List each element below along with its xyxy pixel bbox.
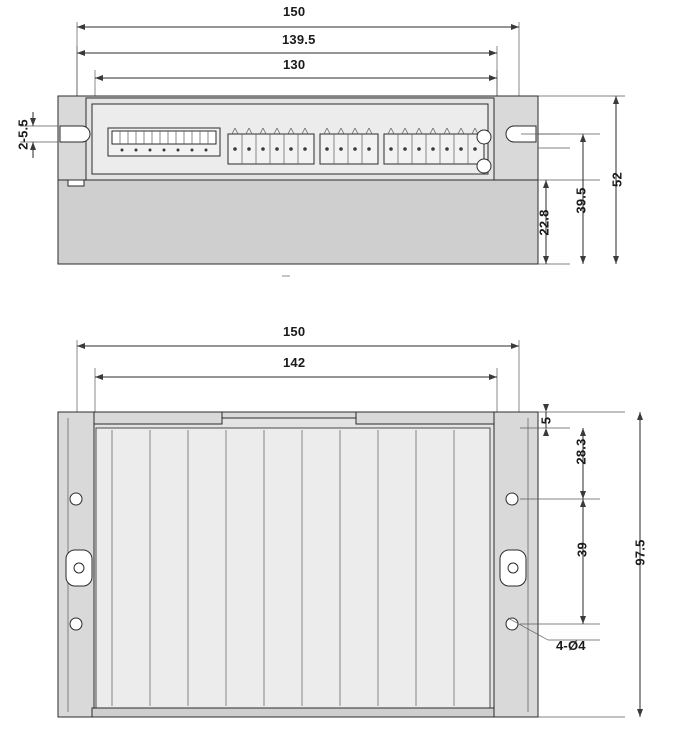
- dim-front-28-3: 28.3: [573, 438, 589, 465]
- dim-top-2-5-5: 2-5.5: [15, 119, 31, 150]
- dim-front-142: 142: [283, 355, 306, 370]
- dim-top-150: 150: [283, 4, 306, 19]
- dim-top-130: 130: [283, 57, 306, 72]
- dim-front-150: 150: [283, 324, 306, 339]
- dim-top-39-5: 39.5: [573, 187, 589, 214]
- dim-top-52: 52: [609, 172, 625, 187]
- dim-top-22-8: 22.8: [536, 209, 552, 236]
- dim-top-139-5: 139.5: [282, 32, 316, 47]
- dim-front-39: 39: [574, 542, 590, 557]
- front-view-geometry: [58, 340, 643, 717]
- dim-front-97-5: 97.5: [632, 539, 648, 566]
- dim-front-5: 5: [538, 416, 554, 425]
- callout-hole-4-dia-4: 4-Ø4: [556, 638, 586, 653]
- top-view-geometry: [20, 22, 625, 276]
